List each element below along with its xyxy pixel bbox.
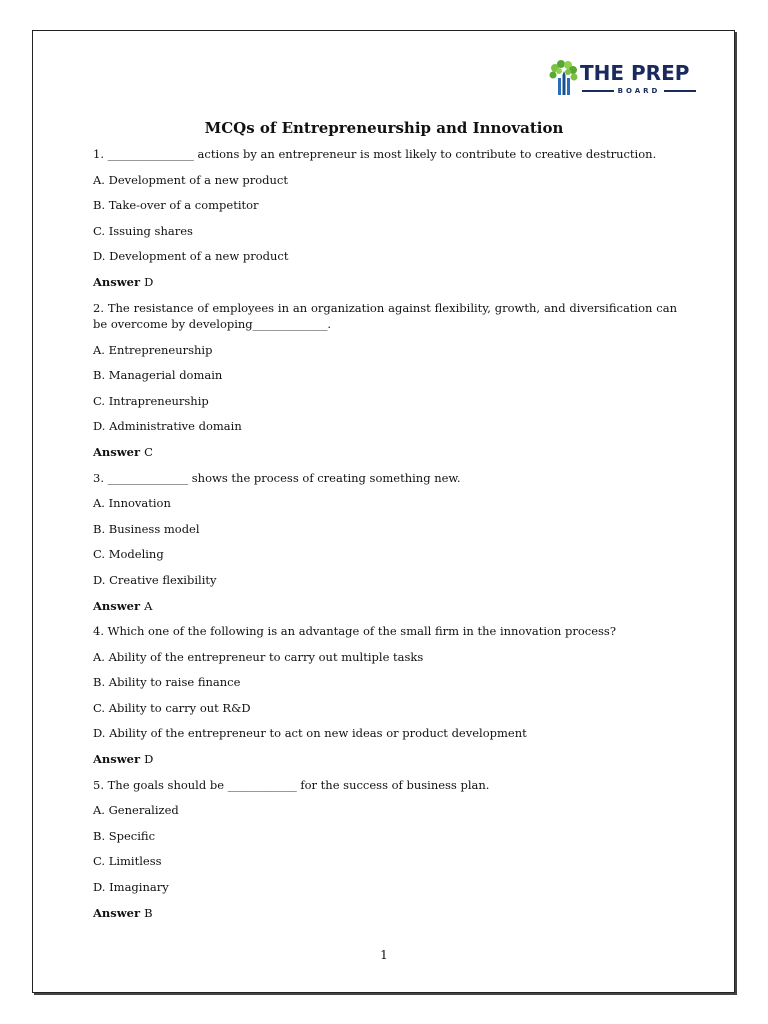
option: C. Limitless xyxy=(93,854,162,869)
logo-subtitle xyxy=(582,86,696,96)
page-number: 1 xyxy=(380,948,388,962)
answer-label: Answer xyxy=(93,274,141,289)
tree-pencil-icon xyxy=(549,60,579,98)
option: B. Managerial domain xyxy=(93,368,223,383)
option: B. Take-over of a competitor xyxy=(93,198,259,213)
option: B. Ability to raise finance xyxy=(93,675,241,690)
question-text: 1. _______________ actions by an entrepreneur is most likely to contribute to creative destruction. xyxy=(93,147,657,161)
answer-line xyxy=(93,444,677,470)
option: D. Ability of the entrepreneur to act on new ideas or product development xyxy=(93,726,527,741)
answer-line xyxy=(93,751,677,777)
answer-line xyxy=(93,598,677,624)
question-text: 5. The goals should be ____________ for the success of business plan. xyxy=(93,777,490,792)
option: A. Development of a new product xyxy=(93,172,288,187)
answer-value: B xyxy=(144,905,153,920)
document-title: MCQs of Entrepreneurship and Innovation xyxy=(204,119,564,137)
option: D. Administrative domain xyxy=(93,419,242,434)
option: C. Modeling xyxy=(93,547,164,562)
question-list xyxy=(93,146,677,930)
answer-value: D xyxy=(144,752,154,767)
answer-value: A xyxy=(144,598,153,613)
option: A. Generalized xyxy=(93,803,179,818)
option: A. Innovation xyxy=(93,496,171,511)
logo xyxy=(549,60,699,100)
logo-title: THE PREP xyxy=(580,61,690,85)
option: C. Ability to carry out R&D xyxy=(93,700,251,715)
option: C. Intrapreneurship xyxy=(93,393,209,408)
option: B. Specific xyxy=(93,828,156,843)
answer-label: Answer xyxy=(93,752,141,767)
option: C. Issuing shares xyxy=(93,223,193,238)
option: D. Imaginary xyxy=(93,880,169,895)
option: D. Creative flexibility xyxy=(93,572,217,587)
answer-line xyxy=(93,274,677,300)
option: D. Development of a new product xyxy=(93,249,289,264)
answer-value: D xyxy=(144,274,154,289)
option: A. Ability of the entrepreneur to carry out multiple tasks xyxy=(93,649,424,664)
logo-subtext: BOARD xyxy=(617,87,661,95)
question-text: 4. Which one of the following is an advantage of the small firm in the innovation process? xyxy=(93,624,616,639)
answer-label: Answer xyxy=(93,444,141,459)
answer-value: C xyxy=(144,444,153,459)
answer-label: Answer xyxy=(93,905,141,920)
answer-label: Answer xyxy=(93,598,141,613)
option: A. Entrepreneurship xyxy=(93,342,213,357)
question-text: 2. The resistance of employees in an organization against flexibility, growth, and diversification can be overcome by developing_____________. xyxy=(93,300,677,331)
question-text: 3. ______________ shows the process of creating something new. xyxy=(93,470,461,485)
option: B. Business model xyxy=(93,521,200,536)
answer-line xyxy=(93,905,677,931)
